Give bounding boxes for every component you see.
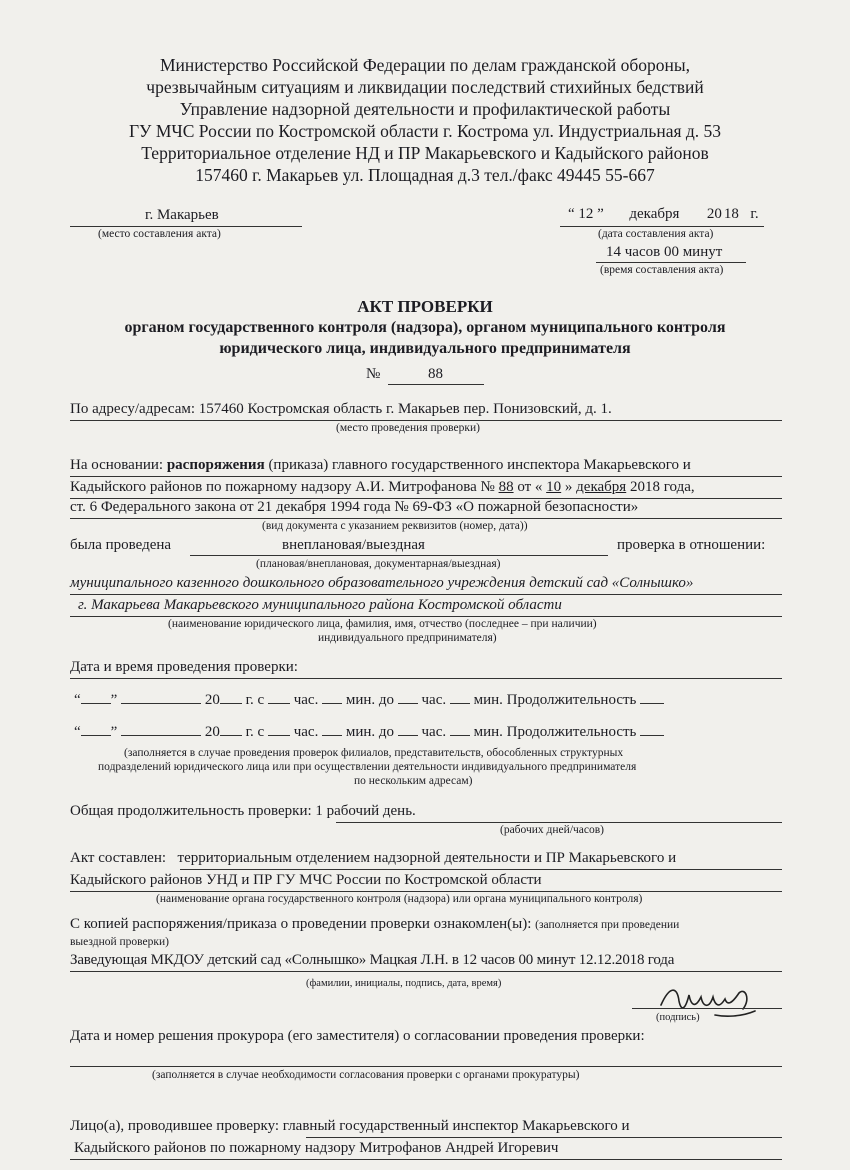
place-underline: [70, 226, 302, 227]
signature-underline: [632, 1008, 782, 1009]
basis-order-month: декабря: [576, 479, 627, 495]
date-year-suffix: 18: [723, 206, 739, 222]
basis-caption: (вид документа с указанием реквизитов (номер, дата)): [262, 520, 528, 532]
basis-line2-from: от «: [517, 479, 543, 495]
composed-underline2: [70, 891, 782, 892]
inspector-line1: [70, 1118, 630, 1135]
copy-caption: (фамилии, инициалы, подпись, дата, время): [306, 978, 502, 989]
prosecutor-caption: (заполняется в случае необходимости согласования проверки с органами прокуратуры): [152, 1069, 580, 1081]
row2-hour2: час.: [421, 724, 447, 740]
act-number-label: №: [366, 366, 381, 382]
row1-from: г. с: [245, 692, 265, 708]
basis-doc-type: распоряжения: [166, 457, 265, 473]
date-day: 12: [578, 206, 594, 222]
header-office: Территориальное отделение НД и ПР Макарьевского и Кадыйского районов: [141, 143, 709, 163]
row2-year: 20: [204, 724, 220, 740]
datetime-caption1: (заполняется в случае проведения проверок филиалов, представительств, обособленных структурных: [124, 747, 624, 759]
basis-line3: ст. 6 Федерального закона от 21 декабря 1994 года № 69-ФЗ «О пожарной безопасности»: [70, 499, 639, 515]
inspector-value-line2: Кадыйского районов по пожарному надзору Митрофанов Андрей Игоревич: [74, 1140, 559, 1156]
composed-value-line1: территориальным отделением надзорной деятельности и ПР Макарьевского и: [177, 850, 677, 866]
time-caption: (время составления акта): [600, 264, 724, 276]
entity-underline2: [70, 616, 782, 617]
inspector-underline1: [306, 1137, 782, 1138]
date-year-prefix: 20: [706, 206, 722, 222]
date-underline: [560, 226, 764, 227]
row1-duration: мин. Продолжительность: [473, 692, 637, 708]
basis-line1: [70, 457, 691, 474]
datetime-underline: [70, 678, 782, 679]
row1-quote-close: ”: [110, 692, 118, 708]
duration-value: 1 рабочий день.: [315, 803, 416, 819]
copy-label: С копией распоряжения/приказа о проведении проверки ознакомлен(ы):: [70, 916, 532, 932]
duration-caption: (рабочих дней/часов): [500, 824, 605, 836]
entity-caption2: индивидуального предпринимателя): [318, 632, 497, 644]
header-ministry-line1: Министерство Российской Федерации по делам гражданской обороны,: [159, 55, 691, 75]
row2-from: г. с: [245, 724, 265, 740]
place-value: г. Макарьев: [145, 207, 219, 223]
row2-quote-close: ”: [110, 724, 118, 740]
prosecutor-label: Дата и номер решения прокурора (его заместителя) о согласовании проведения проверки:: [70, 1028, 645, 1044]
date-line: [568, 206, 759, 223]
act-subtitle-line2: юридического лица, индивидуального предпринимателя: [219, 340, 631, 357]
composed-value-line2: Кадыйского районов УНД и ПР ГУ МЧС России по Костромской области: [70, 872, 542, 888]
date-quote-close: ”: [597, 206, 604, 222]
header-directorate: ГУ МЧС России по Костромской области г. Кострома ул. Индустриальная д. 53: [128, 121, 722, 141]
datetime-caption3: по нескольким адресам): [354, 775, 473, 787]
copy-note2: выездной проверки): [70, 936, 169, 948]
composed-underline1: [180, 869, 782, 870]
entity-caption1: (наименование юридического лица, фамилия, имя, отчество (последнее – при наличии): [168, 618, 597, 630]
datetime-row1: [74, 692, 664, 709]
basis-order-number: 88: [498, 479, 514, 495]
duration-label: Общая продолжительность проверки:: [70, 803, 312, 819]
act-title: АКТ ПРОВЕРКИ: [357, 297, 493, 316]
date-month: декабря: [629, 206, 680, 222]
basis-line1-rest: (приказа) главного государственного инспектора Макарьевского и: [268, 457, 691, 473]
entity-line2: г. Макарьева Макарьевского муниципального района Костромской области: [78, 597, 562, 613]
time-underline: [596, 262, 746, 263]
row2-hour: час.: [293, 724, 319, 740]
conducted-label: была проведена: [70, 537, 172, 553]
composed-line1: [70, 850, 676, 867]
place-caption: (место составления акта): [98, 228, 221, 240]
basis-underline3: [70, 518, 782, 519]
prosecutor-underline: [70, 1066, 782, 1067]
copy-value: Заведующая МКДОУ детский сад «Солнышко» Мацкая Л.Н. в 12 часов 00 минут 12.12.2018 года: [70, 952, 675, 968]
header-ministry-line2: чрезвычайным ситуациям и ликвидации последствий стихийных бедствий: [146, 77, 704, 97]
datetime-caption2: подразделений юридического лица или при осуществлении деятельности индивидуального предпринимателя: [98, 761, 637, 773]
row1-hour: час.: [293, 692, 319, 708]
basis-line2-text: Кадыйского районов по пожарному надзору А.И. Митрофанова №: [70, 479, 495, 495]
datetime-label: Дата и время проведения проверки:: [70, 659, 298, 675]
conducted-suffix: проверка в отношении:: [617, 537, 766, 553]
conducted-underline: [190, 555, 608, 556]
copy-note1: (заполняется при проведении: [535, 919, 680, 931]
row1-year: 20: [204, 692, 220, 708]
conducted-value: внеплановая/выездная: [282, 537, 425, 553]
signature-caption: (подпись): [656, 1012, 700, 1023]
address-line: [70, 401, 612, 418]
act-number-underline: [388, 384, 484, 385]
act-subtitle-line1: органом государственного контроля (надзора), органом муниципального контроля: [124, 319, 726, 336]
entity-line1: муниципального казенного дошкольного образовательного учреждения детский сад «Солнышко»: [70, 575, 694, 591]
row1-min-to: мин. до: [345, 692, 395, 708]
conducted-caption: (плановая/внеплановая, документарная/выездная): [256, 558, 501, 570]
inspector-label: Лицо(а), проводившее проверку:: [70, 1118, 280, 1134]
row1-hour2: час.: [421, 692, 447, 708]
basis-order-day: 10: [546, 479, 562, 495]
basis-underline1: [70, 476, 782, 477]
inspector-value-line1: главный государственный инспектор Макарьевского и: [282, 1118, 630, 1134]
header-address: 157460 г. Макарьев ул. Площадная д.3 тел./факс 49445 55-667: [195, 165, 655, 185]
datetime-row2: [74, 724, 664, 741]
row1-quote-open: “: [74, 692, 81, 708]
basis-order-year: 2018 года,: [629, 479, 695, 495]
entity-underline1: [70, 594, 782, 595]
address-label: По адресу/адресам:: [70, 401, 196, 417]
date-quote-open: “: [568, 206, 575, 222]
address-underline: [70, 420, 782, 421]
inspector-underline2: [70, 1159, 782, 1160]
basis-line2-quote: »: [564, 479, 573, 495]
date-caption: (дата составления акта): [598, 228, 714, 240]
row2-duration: мин. Продолжительность: [473, 724, 637, 740]
header-department: Управление надзорной деятельности и профилактической работы: [179, 99, 671, 119]
date-year-label: г.: [750, 206, 759, 222]
copy-underline: [70, 971, 782, 972]
address-caption: (место проведения проверки): [336, 422, 480, 434]
composed-caption: (наименование органа государственного контроля (надзора) или органа муниципального контроля): [156, 893, 643, 905]
time-value: 14 часов 00 минут: [606, 244, 723, 260]
composed-label: Акт составлен:: [70, 850, 167, 866]
duration-underline: [336, 822, 782, 823]
row2-quote-open: “: [74, 724, 81, 740]
address-value: 157460 Костромская область г. Макарьев пер. Понизовский, д. 1.: [198, 401, 612, 417]
row2-min-to: мин. до: [345, 724, 395, 740]
act-number-value: 88: [428, 366, 443, 382]
basis-line2: [70, 479, 695, 496]
duration-line: [70, 803, 416, 820]
copy-line: [70, 916, 679, 933]
basis-label: На основании:: [70, 457, 164, 473]
